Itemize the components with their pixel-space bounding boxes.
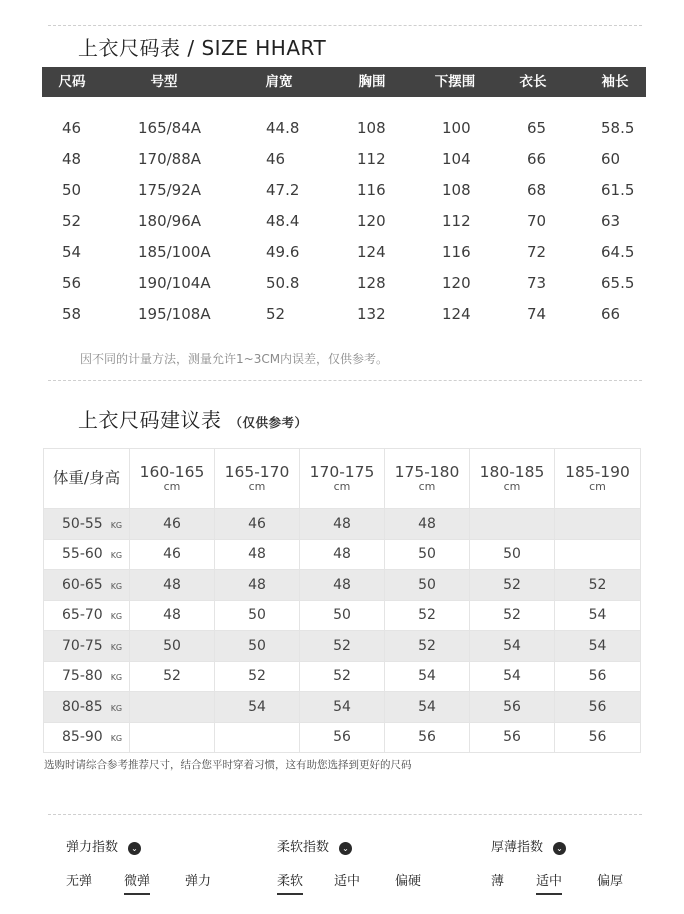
height-range: 185-190 [565,463,630,482]
weight-range: 70-75 [62,637,103,654]
recommended-size-cell: 50 [130,631,215,662]
size-cell: 170/88A [138,150,202,168]
recommended-size-cell [470,509,555,540]
recommended-size-cell: 48 [385,509,470,540]
size-cell: 65 [527,119,547,137]
size-cell: 132 [357,305,386,323]
header-cell: 下摆围 [434,74,476,90]
recommend-row [44,509,641,540]
recommended-size-cell: 56 [470,722,555,753]
size-cell: 108 [442,181,471,199]
size-cell: 66 [527,150,547,168]
recommended-size-cell: 50 [215,631,300,662]
weight-cell [44,600,130,631]
size-cell: 63 [601,212,621,230]
size-cell: 112 [442,212,471,230]
size-cell: 124 [442,305,471,323]
size-cell: 128 [357,274,386,292]
size-cell: 54 [62,243,82,261]
index-label [66,836,141,855]
recommended-size-cell: 56 [300,722,385,753]
recommended-size-cell: 52 [385,631,470,662]
weight-cell [44,509,130,540]
index-label-text: 柔软指数 [277,840,330,855]
recommended-size-cell: 50 [385,570,470,601]
weight-unit: KG [110,642,123,652]
weight-cell [44,539,130,570]
header-cell: 肩宽 [265,74,293,90]
weight-cell [44,570,130,601]
size-cell: 72 [527,243,547,261]
recommended-size-cell: 52 [300,661,385,692]
index-option: 弹力 [185,874,212,889]
height-range: 165-170 [224,463,290,482]
recommend-row [44,722,641,753]
size-cell: 70 [527,212,547,230]
height-range-header [555,449,641,509]
size-row [0,206,684,237]
recommended-size-cell [555,509,641,540]
recommended-size-cell: 54 [555,631,641,662]
height-range: 170-175 [309,463,375,482]
header-cell: 衣长 [519,74,547,90]
size-cell: 112 [357,150,386,168]
recommended-size-cell [555,539,641,570]
size-cell: 52 [62,212,82,230]
size-cell: 48 [62,150,82,168]
header-cell: 尺码 [58,74,86,90]
header-cell: 号型 [150,74,178,90]
recommended-size-cell: 52 [470,570,555,601]
header-cell: 袖长 [601,74,629,90]
weight-range: 55-60 [62,546,103,563]
recommend-row [44,600,641,631]
recommended-size-cell: 52 [555,570,641,601]
index-option-selected: 适中 [536,870,562,895]
recommended-size-cell: 54 [470,631,555,662]
index-label-text: 厚薄指数 [491,840,544,855]
size-cell: 60 [601,150,621,168]
section-divider [48,380,642,381]
recommended-size-cell: 50 [385,539,470,570]
recommended-size-cell: 52 [300,631,385,662]
weight-range: 75-80 [62,668,103,685]
weight-unit: KG [110,520,123,530]
recommend-header-row [44,449,641,509]
weight-range: 50-55 [62,515,103,532]
size-row [0,268,684,299]
size-cell: 74 [527,305,547,323]
recommended-size-cell: 50 [470,539,555,570]
size-chart-title: 上衣尺码表 / SIZE HHART [78,36,327,60]
size-cell: 120 [357,212,386,230]
size-chart-header [42,67,646,97]
recommended-size-cell [215,722,300,753]
weight-range: 85-90 [62,729,103,746]
recommended-size-cell: 48 [215,570,300,601]
size-cell: 50.8 [266,274,300,292]
size-row [0,175,684,206]
size-cell: 165/84A [138,119,202,137]
size-cell: 104 [442,150,471,168]
weight-unit: KG [110,673,123,683]
recommended-size-cell: 48 [300,509,385,540]
recommended-size-cell: 54 [215,692,300,723]
recommended-size-cell: 46 [215,509,300,540]
bottom-divider [48,814,642,815]
size-cell: 46 [266,150,286,168]
measurement-note: 因不同的计量方法，测量允许1~3CM内误差，仅供参考。 [80,352,389,366]
index-option: 薄 [491,874,505,889]
weight-range: 60-65 [62,576,103,593]
weight-unit: KG [110,734,123,744]
index-option-selected: 微弹 [124,870,150,895]
size-cell: 58 [62,305,82,323]
weight-cell [44,631,130,662]
index-label [491,836,566,855]
recommend-row [44,631,641,662]
size-cell: 56 [62,274,82,292]
size-cell: 58.5 [601,119,635,137]
recommended-size-cell: 52 [130,661,215,692]
recommended-size-cell: 54 [300,692,385,723]
recommended-size-cell: 56 [555,661,641,692]
height-range: 180-185 [479,463,545,482]
weight-height-corner: 体重/身高 [44,449,130,509]
height-range: 160-165 [139,463,205,482]
recommended-size-cell: 54 [555,600,641,631]
size-cell: 50 [62,181,82,199]
weight-cell [44,722,130,753]
recommended-size-cell: 48 [130,570,215,601]
size-cell: 175/92A [138,181,202,199]
height-range-header [385,449,470,509]
size-cell: 124 [357,243,386,261]
height-unit: cm [418,480,436,494]
height-range-header [215,449,300,509]
index-option: 适中 [334,874,361,889]
recommended-size-cell: 48 [300,539,385,570]
size-cell: 108 [357,119,386,137]
size-cell: 195/108A [138,305,211,323]
size-cell: 116 [357,181,386,199]
recommended-size-cell: 52 [470,600,555,631]
weight-unit: KG [110,551,123,561]
recommended-size-cell: 56 [555,692,641,723]
size-cell: 100 [442,119,471,137]
index-label-text: 弹力指数 [66,840,119,855]
weight-range: 80-85 [62,698,103,715]
recommended-size-cell: 48 [130,600,215,631]
recommended-size-cell: 50 [300,600,385,631]
weight-cell [44,661,130,692]
size-cell: 116 [442,243,471,261]
size-cell: 65.5 [601,274,635,292]
recommend-title [78,404,308,433]
recommended-size-cell: 46 [130,509,215,540]
height-unit: cm [333,480,351,494]
recommend-row [44,570,641,601]
size-cell: 47.2 [266,181,300,199]
header-cell: 胸围 [358,74,386,90]
height-unit: cm [503,480,521,494]
recommended-size-cell: 46 [130,539,215,570]
recommended-size-cell: 48 [300,570,385,601]
height-range: 175-180 [394,463,460,482]
size-row [0,144,684,175]
size-row [0,299,684,330]
size-cell: 49.6 [266,243,300,261]
recommended-size-cell: 54 [385,661,470,692]
recommend-title-text: 上衣尺码建议表 [78,408,222,432]
size-cell: 66 [601,305,621,323]
weight-unit: KG [110,703,123,713]
index-label [277,836,352,855]
recommend-subtitle: （仅供参考） [229,415,308,430]
chevron-down-icon: ⌄ [553,842,566,855]
recommend-row [44,539,641,570]
height-unit: cm [248,480,266,494]
weight-unit: KG [110,581,123,591]
size-cell: 61.5 [601,181,635,199]
recommended-size-cell: 52 [385,600,470,631]
index-option: 偏硬 [395,874,422,889]
weight-unit: KG [110,612,123,622]
weight-cell [44,692,130,723]
index-option: 无弹 [66,874,93,889]
size-cell: 68 [527,181,547,199]
size-cell: 64.5 [601,243,635,261]
index-option-selected: 柔软 [277,870,303,895]
height-unit: cm [589,480,606,494]
size-cell: 120 [442,274,471,292]
recommend-row [44,692,641,723]
size-cell: 180/96A [138,212,202,230]
recommended-size-cell [130,692,215,723]
weight-range: 65-70 [62,607,103,624]
chevron-down-icon: ⌄ [339,842,352,855]
recommended-size-cell: 52 [215,661,300,692]
index-option: 偏厚 [597,874,624,889]
recommend-note: 选购时请综合参考推荐尺寸，结合您平时穿着习惯，这有助您选择到更好的尺码 [44,759,412,771]
recommended-size-cell: 54 [385,692,470,723]
size-row [0,237,684,268]
height-range-header [470,449,555,509]
recommended-size-cell: 56 [385,722,470,753]
recommend-body [44,509,641,753]
recommended-size-cell: 56 [555,722,641,753]
recommended-size-cell: 56 [470,692,555,723]
recommended-size-cell: 54 [470,661,555,692]
top-divider [48,25,642,26]
size-cell: 73 [527,274,547,292]
height-range-header [300,449,385,509]
size-cell: 46 [62,119,82,137]
recommend-table [43,448,641,753]
recommend-row [44,661,641,692]
chevron-down-icon: ⌄ [128,842,141,855]
height-unit: cm [163,480,181,494]
size-cell: 52 [266,305,286,323]
recommended-size-cell [130,722,215,753]
recommended-size-cell: 48 [215,539,300,570]
size-cell: 185/100A [138,243,211,261]
height-range-header [130,449,215,509]
recommended-size-cell: 50 [215,600,300,631]
size-row [0,113,684,144]
size-cell: 190/104A [138,274,211,292]
size-cell: 44.8 [266,119,300,137]
size-cell: 48.4 [266,212,300,230]
